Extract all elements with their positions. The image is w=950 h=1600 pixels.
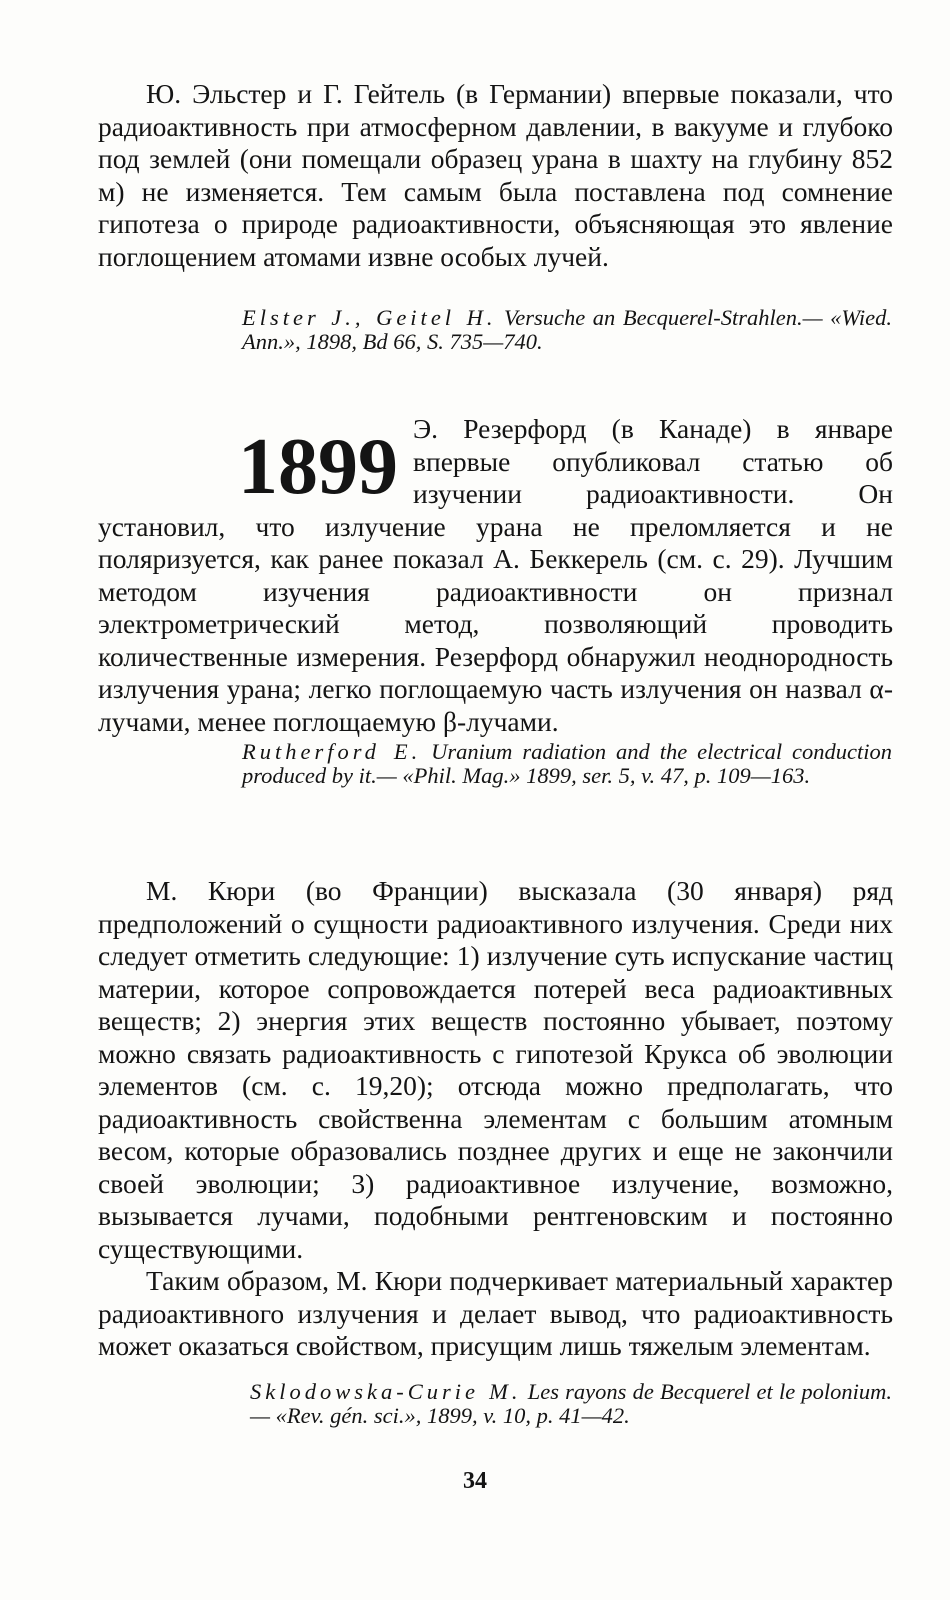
rutherford-entry bbox=[98, 413, 893, 738]
reference-rutherford bbox=[242, 740, 892, 788]
reference-elster-geitel bbox=[242, 306, 892, 354]
reference-title: Versuche an Becquerel-Strahlen.— «Wied. Ann.», 1898, Bd 66, S. 735—740. bbox=[242, 305, 892, 354]
paragraph-curie-1: М. Кюри (во Франции) высказала (30 января) ряд предположений о сущности радиоактивного излучения. Среди них следует отметить следующие: 1) излучение суть испускание частиц материи, которое сопровождается потерей веса радиоактивных веществ; 2) энергия этих веществ постоянно убывает, поэтому можно связать радиоактивность с гипотезой Крукса об эволюции элементов (см. с. 19,20); отсюда можно предполагать, что радиоактивность свойственна элементам с большим атомным весом, которые образовались позднее других и еще не закончили своей эволюции; 3) радиоактивное излучение, возможно, вызывается лучами, подобными рентгеновским и постоянно существующими. bbox=[98, 875, 893, 1264]
reference-authors: Sklodowska-Curie M. bbox=[250, 1379, 522, 1404]
page-number: 34 bbox=[463, 1468, 487, 1494]
paragraph-curie-2: Таким образом, М. Кюри подчеркивает материальный характер радиоактивного излучения и делает вывод, что радиоактивность может оказаться свойством, присущим лишь тяжелым элементам. bbox=[98, 1265, 893, 1361]
elster-geitel-entry bbox=[98, 78, 893, 273]
reference-title: Uranium radiation and the electrical conduction produced by it.— «Phil. Mag.» 1899, ser. 5, v. 47, p. 109—163. bbox=[242, 739, 893, 788]
reference-title: Les rayons de Becquerel et le polonium.— «Rev. gén. sci.», 1899, v. 10, p. 41—42. bbox=[250, 1379, 892, 1428]
paragraph-elster-geitel: Ю. Эльстер и Г. Гейтель (в Германии) впервые показали, что радиоактивность при атмосферном давлении, в вакууме и глубоко под землей (они помещали образец урана в шахту на глубину 852 м) не изменяется. Тем самым была поставлена под сомнение гипотеза о природе радиоактивности, объясняющая это явление поглощением атомами извне особых лучей. bbox=[98, 78, 893, 272]
reference-authors: Elster J., Geitel H. bbox=[242, 305, 497, 330]
paragraph-rutherford: Э. Резерфорд (в Канаде) в январе впервые опубликовал статью об изучении радиоактивности. Он установил, что излучение урана не преломляется и не поляризуется, как ранее показал А. Беккерель (см. с. 29). Лучшим методом изучения радиоактивности он признал электрометрический метод, позволяющий проводить количественные измерения. Резерфорд обнаружил неоднородность излучения урана; легко поглощаемую часть излучения он назвал α-лучами, менее поглощаемую β-лучами. bbox=[98, 413, 893, 737]
reference-curie bbox=[250, 1380, 892, 1428]
curie-entry bbox=[98, 875, 893, 1363]
reference-authors: Rutherford E. bbox=[242, 739, 422, 764]
year-heading: 1899 bbox=[238, 423, 398, 511]
